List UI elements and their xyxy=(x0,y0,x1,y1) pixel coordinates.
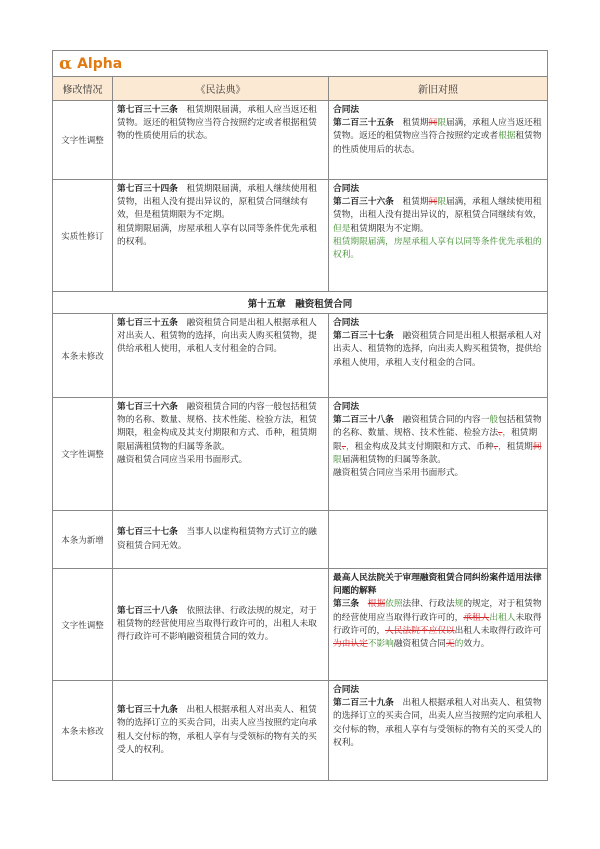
unchanged-text: 租金构成及其支付期限和方式、币种 xyxy=(354,441,494,452)
chapter-row xyxy=(53,292,548,314)
inserted-text: 规 xyxy=(454,599,464,610)
article-text-2: 融资租赁合同应当采用书面形式。 xyxy=(117,454,248,465)
brand-logo xyxy=(59,54,541,74)
source-law: 最高人民法院关于审理融资租赁合同纠纷案件适用法律问题的解释 xyxy=(333,573,542,597)
status-cell: 本条为新增 xyxy=(53,511,113,569)
civil-code-cell xyxy=(113,511,329,569)
brand-row xyxy=(53,51,548,77)
comparison-cell xyxy=(329,569,548,681)
inserted-text: 出租人 xyxy=(489,612,516,623)
article-number: 第七百三十六条 xyxy=(117,402,178,412)
article-number: 第七百三十七条 xyxy=(117,527,178,538)
civil-code-cell xyxy=(113,101,329,180)
unchanged-text: 届满，承租人应当返还租赁物。返还的租赁物应当符合按照约定或者 xyxy=(333,118,542,142)
article-number: 第七百三十八条 xyxy=(117,605,178,616)
old-article-number: 第三条 xyxy=(333,599,360,610)
status-cell: 实质性修订 xyxy=(53,180,113,292)
civil-code-cell xyxy=(113,180,329,292)
unchanged-text: 包括租赁物的名称、数量、规格、技术性能、检验方法 xyxy=(333,415,542,439)
status-cell: 文字性调整 xyxy=(53,569,113,681)
old-article-number: 第二百三十五条 xyxy=(333,118,394,129)
source-law: 合同法 xyxy=(333,318,360,328)
unchanged-text: 届满，承租人继续使用租赁物，出租人没有提出异议的，原租赁合同继续有效， xyxy=(333,197,542,221)
comparison-cell xyxy=(329,681,548,781)
table-row xyxy=(53,101,548,180)
header-status: 修改情况 xyxy=(53,77,113,101)
source-law: 合同法 xyxy=(333,685,360,695)
unchanged-text: 租赁期 xyxy=(402,118,429,129)
unchanged-text: 租赁期限为不定期。 xyxy=(350,223,429,234)
unchanged-text: 融资租赁合同的内容一 xyxy=(402,415,490,426)
comparison-table xyxy=(52,50,548,781)
unchanged-text: 的规定，对于租赁物的经营使用应当取得行政许可的， xyxy=(333,599,542,623)
deleted-text: 间 xyxy=(532,441,542,452)
table-row xyxy=(53,398,548,511)
unchanged-text: 出租人根据承租人对出卖人、租赁物的选择订立的买卖合同，出卖人应当按照约定向承租人交付标的物，承租人享有与受领标的物有关的买受人的权利。 xyxy=(333,698,542,748)
inserted-text: 依照 xyxy=(385,599,403,610)
unchanged-text: 未取得行政许可的， xyxy=(333,612,542,636)
article-text: 融资租赁合同是出租人根据承租人对出卖人、租赁物的选择，向出卖人购买租赁物，提供给承租人使用，承租人支付租金的合同。 xyxy=(117,318,317,355)
deleted-text: 、 xyxy=(493,441,499,452)
table-row xyxy=(53,180,548,292)
unchanged-text: 租赁期限 xyxy=(333,428,538,452)
unchanged-text: 出租人未取得行政许可 xyxy=(454,625,542,636)
old-article-number: 第二百三十六条 xyxy=(333,197,394,208)
table-row xyxy=(53,569,548,681)
article-text-2: 融资租赁合同应当采用书面形式。 xyxy=(333,468,464,479)
civil-code-cell xyxy=(113,398,329,511)
inserted-text: 般 xyxy=(489,415,499,426)
article-text: 出租人根据承租人对出卖人、租赁物的选择订立的买卖合同，出卖人应当按照约定向承租人交付标的物，承租人享有与受领标的物有关的买受人的权利。 xyxy=(117,705,317,755)
inserted-text: 限 xyxy=(333,454,342,465)
deleted-text: 间 xyxy=(428,118,438,129)
header-comparison: 新旧对照 xyxy=(329,77,548,101)
inserted-text: 但是 xyxy=(333,223,351,234)
comparison-page xyxy=(52,50,547,781)
comparison-cell xyxy=(329,180,548,292)
article-number: 第七百三十三条 xyxy=(117,105,178,115)
old-article-number: 第二百三十九条 xyxy=(333,698,394,709)
inserted-text: ， xyxy=(502,428,512,439)
article-text-2: 租赁期限届满，房屋承租人享有以同等条件优先承租的权利。 xyxy=(117,223,317,247)
old-article-number: 第二百三十七条 xyxy=(333,331,394,342)
unchanged-text: 法律、行政法 xyxy=(402,599,455,610)
inserted-text: 根据 xyxy=(498,131,516,142)
header-row xyxy=(53,77,548,101)
unchanged-text: 融资租赁合同 xyxy=(393,639,446,650)
unchanged-text: 租赁期 xyxy=(506,441,533,452)
deleted-text: 承租人 xyxy=(463,612,490,623)
source-law: 合同法 xyxy=(333,105,360,115)
old-article-number: 第二百三十八条 xyxy=(333,415,394,426)
inserted-text: ， xyxy=(346,441,355,452)
status-cell: 文字性调整 xyxy=(53,101,113,180)
alpha-logo-icon: α xyxy=(59,53,73,74)
inserted-text: 不影响 xyxy=(367,639,394,650)
chapter-title: 第十五章 融资租赁合同 xyxy=(53,292,548,314)
article-number: 第七百三十九条 xyxy=(117,705,178,716)
article-number: 第七百三十四条 xyxy=(117,184,178,194)
article-text: 依照法律、行政法规的规定，对于租赁物的经营使用应当取得行政许可的，出租人未取得行政许可不影响融资租赁合同的效力。 xyxy=(117,605,317,643)
civil-code-cell xyxy=(113,314,329,398)
source-law: 合同法 xyxy=(333,184,360,194)
unchanged-text: 届满租赁物的归属等条款。 xyxy=(341,454,446,465)
deleted-text: 间 xyxy=(428,197,438,208)
comparison-cell xyxy=(329,314,548,398)
deleted-text: 、 xyxy=(341,441,347,452)
deleted-text: 根据 xyxy=(367,599,386,610)
article-text: 租赁期限届满，承租人继续使用租赁物，出租人没有提出异议的，原租赁合同继续有效，但是租赁期限为不定期。 xyxy=(117,184,317,221)
deleted-text: 、 xyxy=(498,428,503,439)
header-civil-code: 《民法典》 xyxy=(113,77,329,101)
table-row xyxy=(53,314,548,398)
article-text: 当事人以虚构租赁物方式订立的融资租赁合同无效。 xyxy=(117,527,317,551)
unchanged-text: 效力。 xyxy=(463,639,490,650)
deleted-text: 无 xyxy=(445,639,455,650)
source-law: 合同法 xyxy=(333,402,360,412)
article-text: 融资租赁合同的内容一般包括租赁物的名称、数量、规格、技术性能、检验方法，租赁期限，租金构成及其支付期限和方式、币种，租赁期限届满租赁物的归属等条款。 xyxy=(117,402,317,452)
diff-text xyxy=(333,599,542,649)
civil-code-cell xyxy=(113,569,329,681)
unchanged-text: 租赁期 xyxy=(402,197,429,208)
brand-name: Alpha xyxy=(77,55,123,72)
added-paragraph: 租赁期限届满，房屋承租人享有以同等条件优先承租的权利。 xyxy=(333,236,542,261)
deleted-text: 人民法院不应仅以 xyxy=(385,625,455,636)
inserted-text: 限 xyxy=(437,118,446,129)
status-cell: 文字性调整 xyxy=(53,398,113,511)
status-cell: 本条未修改 xyxy=(53,681,113,781)
article-number: 第七百三十五条 xyxy=(117,318,178,328)
status-cell: 本条未修改 xyxy=(53,314,113,398)
unchanged-text: 租赁物的性质使用后的状态。 xyxy=(333,131,542,155)
comparison-cell-empty xyxy=(329,511,548,569)
table-row xyxy=(53,681,548,781)
comparison-cell xyxy=(329,101,548,180)
deleted-text: 为由认定 xyxy=(333,639,368,650)
article-text: 租赁期限届满，承租人应当返还租赁物。返还的租赁物应当符合按照约定或者根据租赁物的性质使用后的状态。 xyxy=(117,105,317,142)
table-row xyxy=(53,511,548,569)
comparison-cell xyxy=(329,398,548,511)
inserted-text: 限 xyxy=(437,197,446,208)
inserted-text: ， xyxy=(498,441,507,452)
inserted-text: 的 xyxy=(454,639,464,650)
civil-code-cell xyxy=(113,681,329,781)
unchanged-text: 融资租赁合同是出租人根据承租人对出卖人、租赁物的选择，向出卖人购买租赁物，提供给承租人使用，承租人支付租金的合同。 xyxy=(333,331,542,368)
